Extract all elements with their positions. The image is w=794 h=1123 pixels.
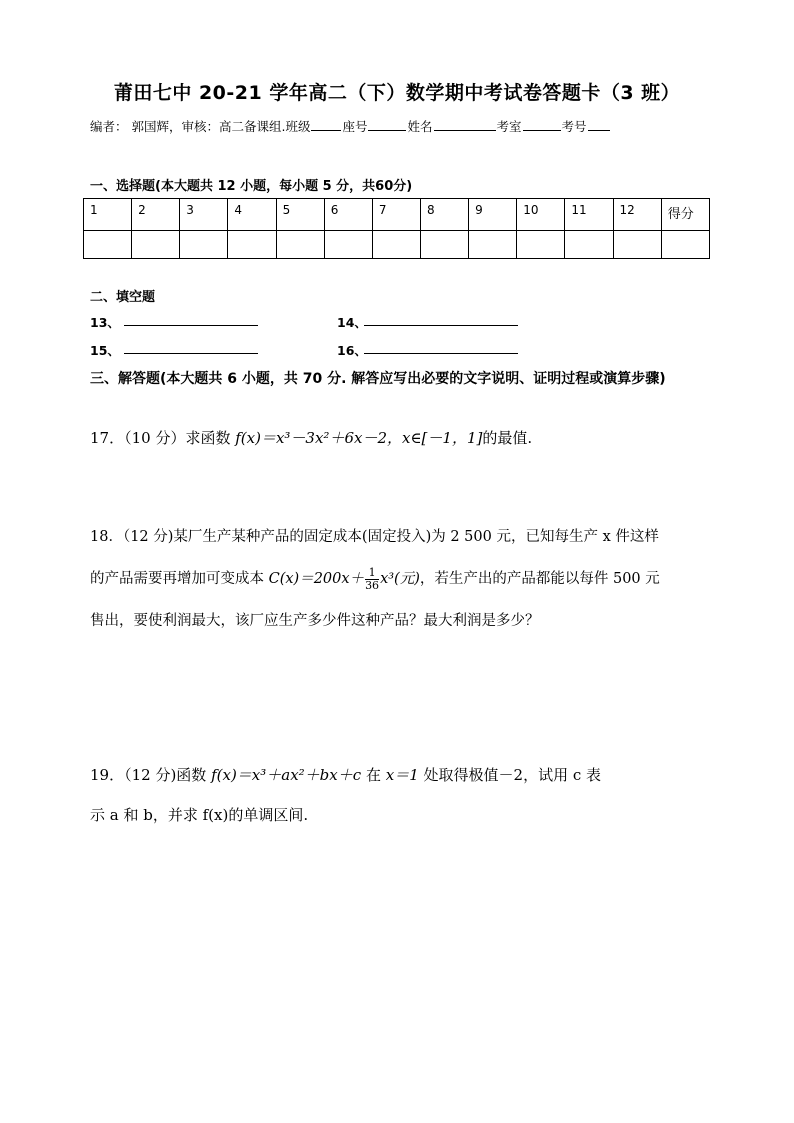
- q19-mid: 在: [365, 766, 381, 784]
- table-header-cell: 9: [469, 199, 517, 231]
- q18-line2-suffix: ，若生产出的产品都能以每件 500 元: [419, 571, 660, 587]
- question-18: [90, 517, 715, 641]
- table-header-row: [84, 199, 710, 231]
- fill-item-14-label: 14、: [337, 315, 367, 330]
- table-header-cell: 4: [228, 199, 276, 231]
- answer-cell[interactable]: [132, 231, 180, 259]
- q18-line1: 18．（12 分)某厂生产某种产品的固定成本(固定投入)为 2 500 元，已知每生产 x 件这样: [90, 529, 659, 545]
- question-17: [90, 418, 715, 458]
- name-field[interactable]: [434, 118, 496, 131]
- seat-label: 座号: [342, 119, 368, 134]
- q18-line2: [90, 557, 715, 601]
- table-header-cell: 7: [372, 199, 420, 231]
- q18-fraction-denominator: 36: [365, 578, 380, 592]
- fill-item-16-label: 16、: [337, 343, 367, 358]
- section2-heading: 二、填空题: [90, 290, 156, 305]
- q18-line3: 售出，要使利润最大，该厂应生产多少件这种产品？最大利润是多少？: [90, 613, 540, 629]
- table-header-cell: 3: [180, 199, 228, 231]
- fill-item-15-line[interactable]: [124, 353, 258, 354]
- fill-item-15-label: 15、: [90, 343, 120, 358]
- class-label: 班级: [285, 119, 311, 134]
- answer-cell[interactable]: [276, 231, 324, 259]
- q18-fraction-numerator: 1: [365, 567, 379, 580]
- answer-cell[interactable]: [372, 231, 420, 259]
- q19-condition: x＝1: [385, 766, 419, 784]
- answer-cell[interactable]: [469, 231, 517, 259]
- q19-prefix: 19．（12 分)函数: [90, 766, 207, 784]
- q17-suffix: 的最值.: [482, 429, 533, 447]
- q18-formula-b: x³(元): [380, 571, 420, 587]
- q17-prefix: 17．（10 分）求函数: [90, 429, 231, 447]
- page-title: 莆田七中 20-21 学年高二（下）数学期中考试卷答题卡（3 班）: [113, 82, 681, 104]
- score-header-cell: 得分: [661, 199, 709, 231]
- answer-row: [84, 231, 710, 259]
- answer-cell[interactable]: [180, 231, 228, 259]
- room-label: 考室: [496, 119, 522, 134]
- table-header-cell: 12: [613, 199, 661, 231]
- answer-cell[interactable]: [228, 231, 276, 259]
- choice-answer-table: [83, 198, 710, 259]
- editor-text: 编者： 郭国辉，审核：高二备课组.: [90, 119, 286, 134]
- table-header-cell: 5: [276, 199, 324, 231]
- fill-item-14-line[interactable]: [364, 325, 518, 326]
- student-info-line: [90, 117, 611, 135]
- exam-number-label: 考号: [561, 119, 587, 134]
- section1-heading: 一、选择题(本大题共 12 小题，每小题 5 分，共60分): [90, 179, 413, 194]
- table-header-cell: 10: [517, 199, 565, 231]
- question-19: [90, 755, 715, 835]
- table-header-cell: 11: [565, 199, 613, 231]
- section3-heading: 三、解答题(本大题共 6 小题，共 70 分. 解答应写出必要的文字说明、证明过程或演算步骤): [90, 371, 666, 387]
- q19-formula: f(x)＝x³＋ax²＋bx＋c: [211, 766, 362, 784]
- answer-cell[interactable]: [84, 231, 132, 259]
- q18-fraction: [365, 567, 379, 592]
- q19-suffix: 处取得极值－2，试用 c 表: [423, 766, 602, 784]
- q18-line2-prefix: 的产品需要再增加可变成本: [90, 571, 264, 587]
- table-header-cell: 1: [84, 199, 132, 231]
- score-cell[interactable]: [661, 231, 709, 259]
- q17-formula: f(x)＝x³－3x²＋6x－2，x∈[－1，1]: [235, 429, 483, 447]
- answer-cell[interactable]: [420, 231, 468, 259]
- q19-line1: [90, 755, 715, 795]
- room-field[interactable]: [523, 118, 561, 131]
- answer-cell[interactable]: [324, 231, 372, 259]
- fill-item-13-line[interactable]: [124, 325, 258, 326]
- table-header-cell: 6: [324, 199, 372, 231]
- q18-formula-a: C(x)＝200x＋: [268, 571, 365, 587]
- table-header-cell: 8: [420, 199, 468, 231]
- fill-item-16-line[interactable]: [364, 353, 518, 354]
- name-label: 姓名: [407, 119, 433, 134]
- exam-number-field[interactable]: [588, 118, 610, 131]
- answer-cell[interactable]: [565, 231, 613, 259]
- answer-cell[interactable]: [517, 231, 565, 259]
- seat-field[interactable]: [368, 118, 406, 131]
- fill-item-13-label: 13、: [90, 315, 120, 330]
- answer-cell[interactable]: [613, 231, 661, 259]
- table-header-cell: 2: [132, 199, 180, 231]
- class-field[interactable]: [311, 118, 341, 131]
- q19-line2: 示 a 和 b，并求 f(x)的单调区间.: [90, 806, 309, 824]
